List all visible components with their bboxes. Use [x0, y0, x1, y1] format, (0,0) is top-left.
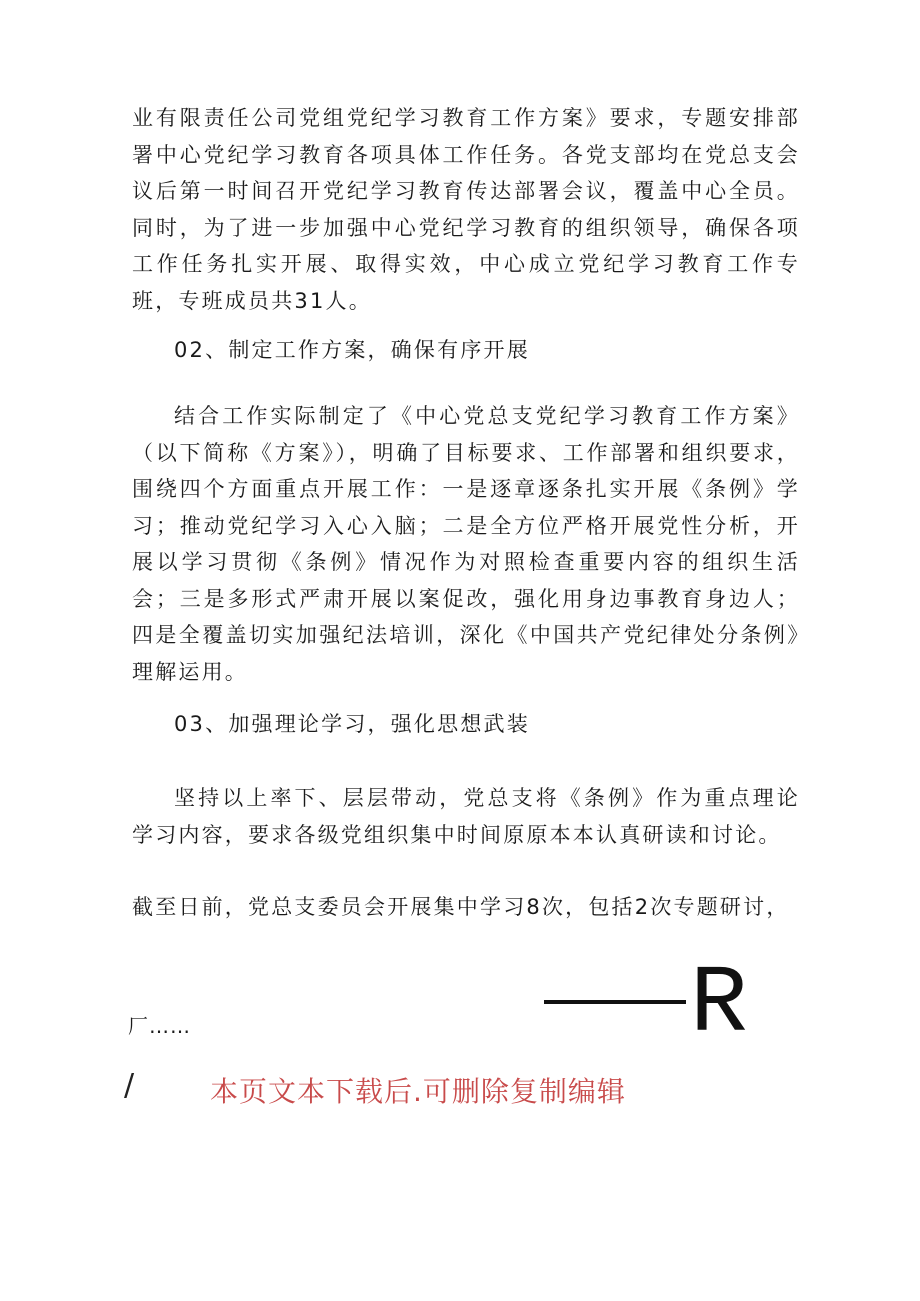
paragraph-study-count: 截至日前，党总支委员会开展集中学习8次，包括2次专题研讨，	[132, 895, 790, 919]
letter-r: R	[690, 958, 748, 1038]
section-heading-03: 03、加强理论学习，强化思想武装	[174, 712, 530, 736]
dash-r-mark	[540, 958, 770, 1038]
watermark-text: 本页文本下载后.可删除复制编辑	[210, 1075, 626, 1108]
slash-mark: /	[124, 1068, 135, 1103]
paragraph-work-plan-intro: 业有限责任公司党组党纪学习教育工作方案》要求，专题安排部署中心党纪学习教育各项具体工作任务。各党支部均在党总支会议后第一时间召开党纪学习教育传达部署会议，覆盖中心全员。同时，为了进一步加强中心党纪学习教育的组织领导，确保各项工作任务扎实开展、取得实效，中心成立党纪学习教育工作专班，专班成员共31人。	[132, 106, 800, 313]
truncation-text: 厂……	[128, 1014, 191, 1038]
paragraph-theory-study: 坚持以上率下、层层带动，党总支将《条例》作为重点理论学习内容，要求各级党组织集中时间原原本本认真研读和讨论。	[132, 786, 800, 847]
paragraph-plan-details: 结合工作实际制定了《中心党总支党纪学习教育工作方案》（以下简称《方案》），明确了目标要求、工作部署和组织要求，围绕四个方面重点开展工作：一是逐章逐条扎实开展《条例》学习；推动党纪学习入心入脑；二是全方位严格开展党性分析，开展以学习贯彻《条例》情况作为对照检查重要内容的组织生活会；三是多形式严肃开展以案促改，强化用身边事教育身边人；四是全覆盖切实加强纪法培训，深化《中国共产党纪律处分条例》理解运用。	[132, 404, 800, 684]
section-heading-02: 02、制定工作方案，确保有序开展	[174, 338, 530, 362]
